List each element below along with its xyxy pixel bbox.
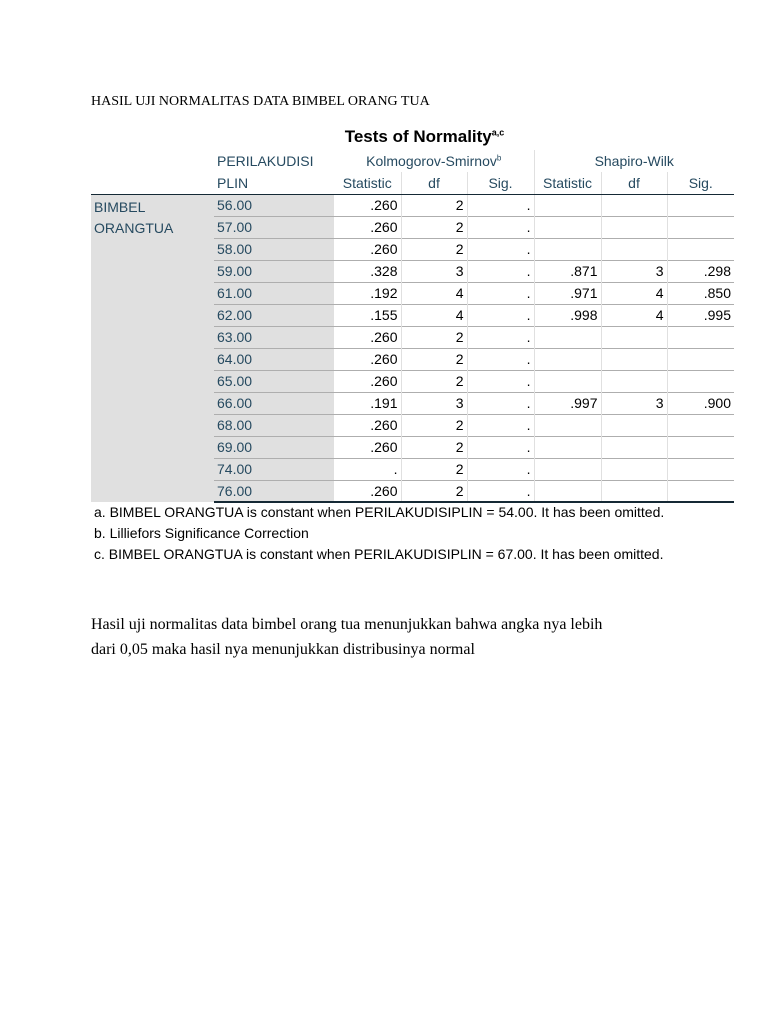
sw-sig-cell: .298	[667, 260, 734, 282]
normality-table	[91, 150, 734, 503]
ks-stat-cell: .260	[334, 238, 401, 260]
sw-sig-cell	[667, 414, 734, 436]
sw-sig-cell: .995	[667, 304, 734, 326]
sw-stat-cell	[534, 436, 601, 458]
sw-group-header: Shapiro-Wilk	[534, 150, 734, 172]
sw-stat-cell	[534, 480, 601, 502]
dependent-variable-line2: ORANGTUA	[94, 219, 174, 236]
ks-stat-cell: .260	[334, 436, 401, 458]
ks-stat-cell: .328	[334, 260, 401, 282]
ks-sig-cell: .	[467, 260, 534, 282]
ks-df-cell: 2	[401, 326, 467, 348]
header-row-columns	[91, 172, 734, 194]
sw-df-cell	[601, 326, 667, 348]
document-heading: HASIL UJI NORMALITAS DATA BIMBEL ORANG TUA	[91, 94, 430, 109]
table-title-superscript: a,c	[491, 127, 505, 138]
sw-df-cell	[601, 480, 667, 502]
ks-stat-cell: .260	[334, 480, 401, 502]
sw-stat-cell	[534, 194, 601, 216]
ks-stat-cell: .192	[334, 282, 401, 304]
category-cell: 59.00	[214, 260, 334, 282]
ks-stat-cell: .260	[334, 326, 401, 348]
sw-stat-cell	[534, 370, 601, 392]
sw-stat-cell: .997	[534, 392, 601, 414]
sw-df-cell	[601, 458, 667, 480]
ks-group-superscript: b	[496, 153, 502, 163]
category-cell: 61.00	[214, 282, 334, 304]
ks-sig-cell: .	[467, 282, 534, 304]
ks-group-header	[334, 150, 534, 172]
sw-sig-cell	[667, 370, 734, 392]
sw-df-cell	[601, 414, 667, 436]
dependent-variable-label	[91, 194, 214, 502]
category-cell: 63.00	[214, 326, 334, 348]
sw-df-cell	[601, 194, 667, 216]
ks-df-cell: 2	[401, 436, 467, 458]
category-cell: 69.00	[214, 436, 334, 458]
sw-stat-cell	[534, 326, 601, 348]
sw-stat-cell	[534, 458, 601, 480]
category-cell: 57.00	[214, 216, 334, 238]
sw-df-cell: 3	[601, 392, 667, 414]
ks-df-cell: 2	[401, 414, 467, 436]
ks-sig-cell: .	[467, 194, 534, 216]
ks-df-cell: 2	[401, 348, 467, 370]
sw-df-header: df	[601, 172, 667, 194]
ks-df-cell: 2	[401, 480, 467, 502]
category-cell: 65.00	[214, 370, 334, 392]
ks-df-cell: 2	[401, 194, 467, 216]
ks-df-cell: 2	[401, 238, 467, 260]
paragraph-line-1: Hasil uji normalitas data bimbel orang tua menunjukkan bahwa angka nya lebih	[91, 616, 603, 633]
sw-sig-cell	[667, 326, 734, 348]
sw-sig-cell	[667, 480, 734, 502]
paragraph-line-2: dari 0,05 maka hasil nya menunjukkan distribusinya normal	[91, 641, 475, 658]
category-cell: 76.00	[214, 480, 334, 502]
ks-sig-cell: .	[467, 370, 534, 392]
sw-sig-cell: .900	[667, 392, 734, 414]
table-row	[91, 194, 734, 216]
ks-sig-cell: .	[467, 326, 534, 348]
sw-df-cell	[601, 370, 667, 392]
table-title-text: Tests of Normality	[344, 127, 492, 146]
ks-stat-cell: .260	[370, 197, 398, 213]
sw-stat-cell: .871	[534, 260, 601, 282]
sw-df-cell: 4	[601, 282, 667, 304]
sw-sig-cell	[667, 238, 734, 260]
conclusion-paragraph	[91, 612, 691, 662]
sw-sig-cell	[667, 194, 734, 216]
ks-stat-cell: .260	[334, 216, 401, 238]
category-cell: 56.00	[214, 194, 334, 216]
table-footnotes	[94, 502, 664, 565]
ks-stat-cell: .155	[334, 304, 401, 326]
ks-df-cell: 4	[401, 304, 467, 326]
category-cell: 66.00	[214, 392, 334, 414]
footnote-c: c. BIMBEL ORANGTUA is constant when PERILAKUDISIPLIN = 67.00. It has been omitted.	[94, 546, 664, 562]
ks-sig-cell: .	[467, 238, 534, 260]
category-cell: 74.00	[214, 458, 334, 480]
ks-sig-cell: .	[467, 414, 534, 436]
sw-df-cell	[601, 436, 667, 458]
ks-sig-cell: .	[467, 436, 534, 458]
sw-stat-cell	[534, 216, 601, 238]
sw-sig-cell: .850	[667, 282, 734, 304]
table-title	[91, 127, 734, 147]
sw-df-cell	[601, 238, 667, 260]
sw-stat-cell: .971	[534, 282, 601, 304]
ks-df-cell: 3	[401, 392, 467, 414]
ks-sig-cell: .	[467, 216, 534, 238]
sw-stat-cell	[534, 238, 601, 260]
sw-df-cell: 4	[601, 304, 667, 326]
sw-sig-cell	[667, 348, 734, 370]
sw-sig-header: Sig.	[667, 172, 734, 194]
sw-df-cell	[601, 348, 667, 370]
ks-sig-header: Sig.	[467, 172, 534, 194]
row-variable-header-line1: PERILAKUDISI	[217, 153, 314, 169]
sw-statistic-header: Statistic	[534, 172, 601, 194]
ks-sig-cell: .	[467, 304, 534, 326]
ks-stat-cell: .260	[334, 348, 401, 370]
ks-sig-cell: .	[467, 392, 534, 414]
header-row-groups	[91, 150, 734, 172]
ks-df-cell: 2	[401, 458, 467, 480]
sw-sig-cell	[667, 458, 734, 480]
row-variable-header-line2: PLIN	[214, 172, 334, 194]
ks-stat-cell: .260	[334, 414, 401, 436]
ks-statistic-header: Statistic	[334, 172, 401, 194]
sw-df-cell	[601, 216, 667, 238]
ks-df-cell: 2	[401, 216, 467, 238]
sw-stat-cell	[534, 414, 601, 436]
footnote-a: a. BIMBEL ORANGTUA is constant when PERILAKUDISIPLIN = 54.00. It has been omitted.	[94, 504, 665, 520]
ks-stat-cell: .	[334, 458, 401, 480]
dependent-variable-line1: BIMBEL	[94, 198, 146, 215]
category-cell: 58.00	[214, 238, 334, 260]
sw-sig-cell	[667, 216, 734, 238]
sw-sig-cell	[667, 436, 734, 458]
ks-sig-cell: .	[467, 458, 534, 480]
ks-stat-cell: .260	[334, 370, 401, 392]
ks-group-label: Kolmogorov-Smirnov	[366, 153, 497, 169]
ks-stat-cell: .191	[334, 392, 401, 414]
ks-df-cell: 3	[401, 260, 467, 282]
category-cell: 68.00	[214, 414, 334, 436]
ks-sig-cell: .	[467, 348, 534, 370]
sw-stat-cell	[534, 348, 601, 370]
sw-df-cell: 3	[601, 260, 667, 282]
sw-stat-cell: .998	[534, 304, 601, 326]
ks-sig-cell: .	[467, 480, 534, 502]
category-cell: 64.00	[214, 348, 334, 370]
ks-df-cell: 4	[401, 282, 467, 304]
category-cell: 62.00	[214, 304, 334, 326]
ks-df-cell: 2	[401, 370, 467, 392]
ks-df-header: df	[401, 172, 467, 194]
footnote-b: b. Lilliefors Significance Correction	[94, 525, 309, 541]
